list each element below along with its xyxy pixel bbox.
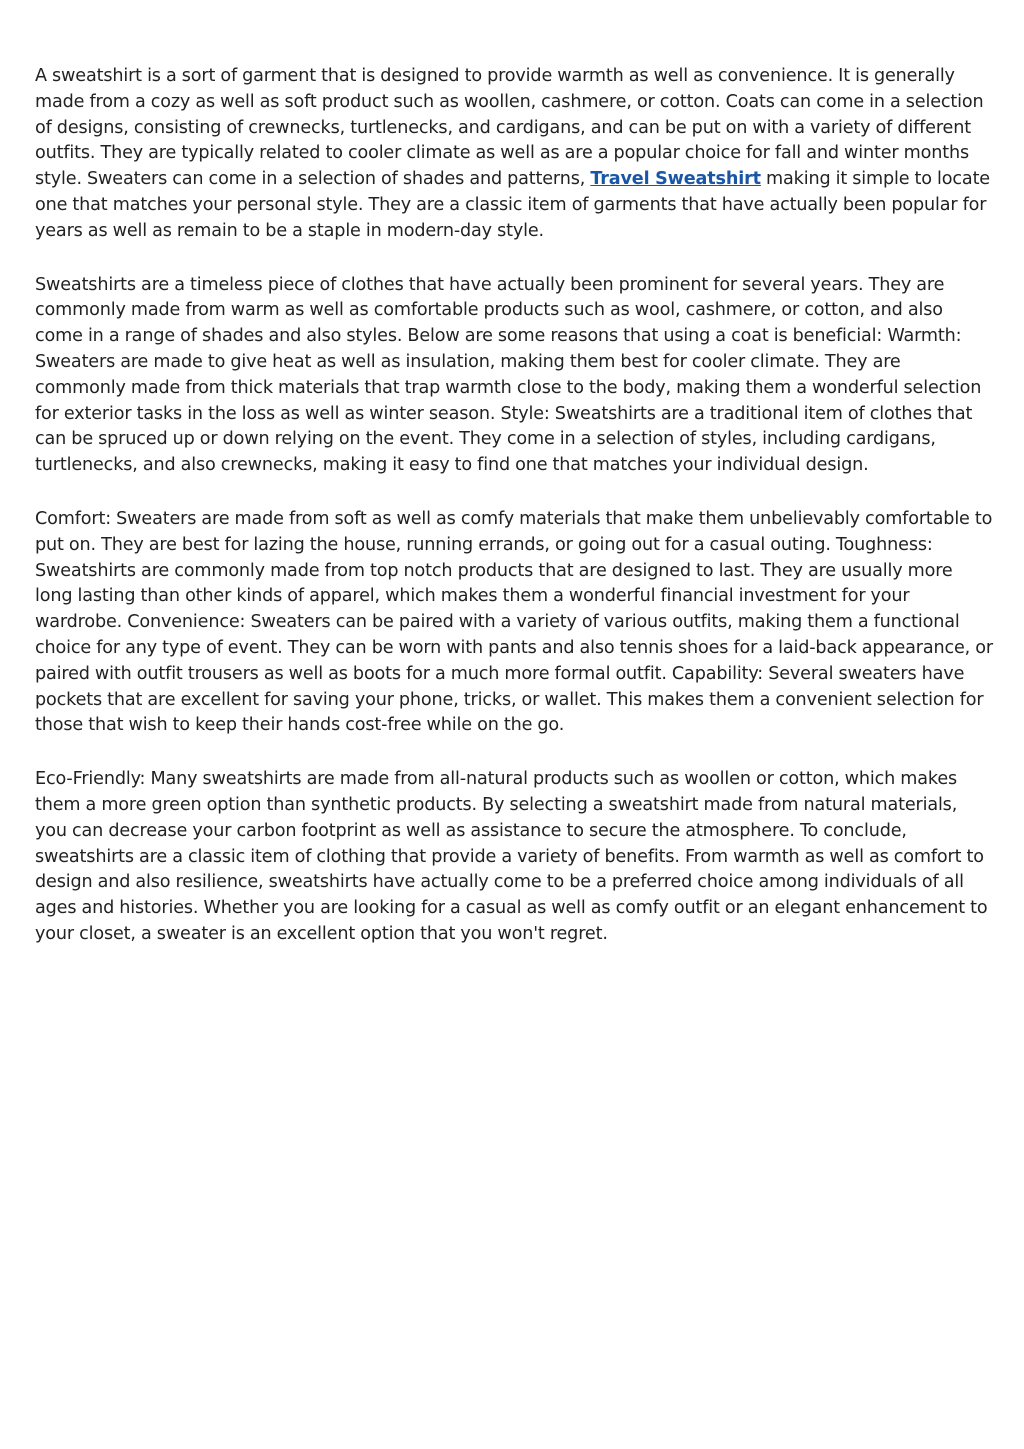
document-body <box>35 64 993 976</box>
paragraph-benefits: Sweatshirts are a timeless piece of clothes that have actually been prominent for several years. They are commonly made from warm as well as comfortable products such as wool, cashmere, or cotton, and also come in a range of shades and also styles. Below are some reasons that using a coat is beneficial: Warmth: Sweaters are made to give heat as well as insulation, making them best for cooler climate. They are commonly made from thick materials that trap warmth close to the body, making them a wonderful selection for exterior tasks in the loss as well as winter season. Style: Sweatshirts are a traditional item of clothes that can be spruced up or down relying on the event. They come in a selection of styles, including cardigans, turtlenecks, and also crewnecks, making it easy to find one that matches your individual design. <box>35 274 982 476</box>
paragraph-intro <box>35 64 993 245</box>
paragraph-eco-friendly: Eco-Friendly: Many sweatshirts are made from all-natural products such as woollen or cotton, which makes them a more green option than synthetic products. By selecting a sweatshirt made from natural materials, you can decrease your carbon footprint as well as assistance to secure the atmosphere. To conclude, sweatshirts are a classic item of clothing that provide a variety of benefits. From warmth as well as comfort to design and also resilience, sweatshirts have actually come to be a preferred choice among individuals of all ages and histories. Whether you are looking for a casual as well as comfy outfit or an elegant enhancement to your closet, a sweater is an excellent option that you won't regret. <box>35 769 988 944</box>
paragraph-comfort: Comfort: Sweaters are made from soft as well as comfy materials that make them unbelievably comfortable to put on. They are best for lazing the house, running errands, or going out for a casual outing. Toughness: Sweatshirts are commonly made from top notch products that are designed to last. They are usually more long lasting than other kinds of apparel, which makes them a wonderful financial investment for your wardrobe. Convenience: Sweaters can be paired with a variety of various outfits, making them a functional choice for any type of event. They can be worn with pants and also tennis shoes for a laid-back appearance, or paired with outfit trousers as well as boots for a much more formal outfit. Capability: Several sweaters have pockets that are excellent for saving your phone, tricks, or wallet. This makes them a convenient selection for those that wish to keep their hands cost-free while on the go. <box>35 508 993 736</box>
paragraph-intro-text-end: making it simple to locate one that matches your personal style. They are a classic item of garments that have actually been popular for years as well as remain to be a staple in modern-day style. <box>35 169 990 241</box>
paragraph-intro-text-start: A sweatshirt is a sort of garment that is designed to provide warmth as well as convenience. It is generally made from a cozy as well as soft product such as woollen, cashmere, or cotton. Coats can come in a selection of designs, consisting of crewnecks, turtlenecks, and cardigans, and can be put on with a variety of different outfits. They are typically related to cooler climate as well as are a popular choice for fall and winter months style. Sweaters can come in a selection of shades and patterns, <box>35 66 984 190</box>
travel-sweatshirt-link[interactable]: Travel Sweatshirt <box>590 169 761 190</box>
